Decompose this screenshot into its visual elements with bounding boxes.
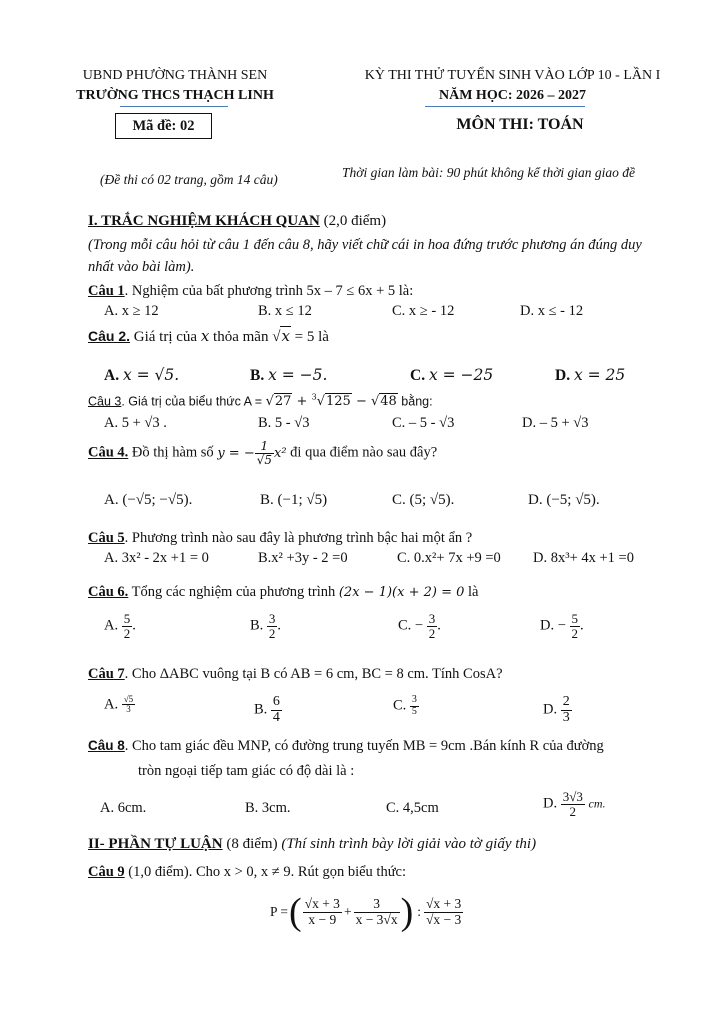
q4-text1: Đồ thị hàm số <box>128 444 218 461</box>
q1-label: Câu 1 <box>88 283 125 299</box>
q5-option-d: D. 8x³+ 4x +1 =0 <box>533 550 634 566</box>
q3-option-d: D. – 5 + √3 <box>522 415 589 431</box>
q6-option-c-label: C. − <box>398 617 424 634</box>
section2-heading <box>88 836 536 853</box>
q4-fraction-den: √5 <box>256 452 272 467</box>
q8-option-d-fraction <box>561 790 585 818</box>
q6-option-c-den: 2 <box>428 625 436 641</box>
q9-fraction1 <box>303 897 342 926</box>
q7-option-a-den: 3 <box>126 704 131 715</box>
header-left-underline <box>120 106 228 107</box>
q7-option-c-label: C. <box>393 697 407 714</box>
q6-option-c-num: 3 <box>428 611 436 626</box>
exam-code-box <box>115 113 212 139</box>
q7-option-c-fraction <box>410 695 419 717</box>
section1-heading <box>88 213 386 230</box>
q4-fraction-num: 1 <box>255 440 274 454</box>
q8-label: Câu 8 <box>88 738 125 753</box>
q6-option-d-den: 2 <box>571 625 579 641</box>
q3-label: Câu 3 <box>88 394 122 409</box>
q4-options <box>0 492 725 514</box>
q3-option-c: C. – 5 - √3 <box>392 415 455 431</box>
q9-fraction1-num: √x + 3 <box>304 896 340 912</box>
q4-label: Câu 4. <box>88 444 129 461</box>
q7-option-c-den: 5 <box>411 705 417 717</box>
q2-option-a <box>104 366 179 385</box>
q6-option-c-fraction <box>427 612 438 640</box>
q6-option-d-fraction <box>570 612 581 640</box>
q4-y-eq: y = − <box>217 445 255 461</box>
q7-option-a-fraction <box>122 695 135 715</box>
q1-options <box>0 303 725 325</box>
q2-sqrt-sign: √ <box>272 329 281 345</box>
q6-option-d-num: 5 <box>571 611 579 626</box>
q3-options <box>0 415 725 437</box>
q3-sqrt3-sign: √ <box>370 394 380 410</box>
q6-label: Câu 6. <box>88 584 129 600</box>
section2-points: (8 điểm) <box>222 836 282 852</box>
time-note: Thời gian làm bài: 90 phút không kể thời gian giao đề <box>342 165 636 180</box>
q2-option-a-value: x = √5. <box>122 366 180 384</box>
q4-option-b: B. (−1; √5) <box>260 492 328 508</box>
q4-option-d: D. (−5; √5). <box>528 492 600 508</box>
q6-option-a-label: A. <box>104 617 119 634</box>
q8-option-b: B. 3cm. <box>245 800 291 816</box>
q2-text2: thỏa mãn <box>209 329 273 345</box>
q2-option-b-label: B. <box>250 367 265 384</box>
q1-stem <box>88 283 413 300</box>
q7-option-b-fraction <box>271 695 282 725</box>
q6-option-a-den: 2 <box>123 625 131 641</box>
q7-option-d-num: 2 <box>562 694 570 709</box>
q5-options <box>0 550 725 572</box>
q3-expression <box>266 394 398 409</box>
q9-fraction2-den: x − 3√x <box>355 911 398 927</box>
q3-end: bằng: <box>397 394 433 409</box>
q7-option-a <box>104 695 135 715</box>
q3-minus: − <box>351 394 371 410</box>
q7-option-d-den: 3 <box>562 709 570 725</box>
q9-fraction1-den: x − 9 <box>308 911 337 927</box>
header-right-line2: NĂM HỌC: 2026 – 2027 <box>439 88 586 103</box>
q7-stem <box>88 666 503 683</box>
q7-option-d-label: D. <box>543 701 558 718</box>
q8-stem <box>88 738 604 755</box>
q2-option-a-label: A. <box>104 367 120 384</box>
q8-option-d-num: 3√3 <box>562 789 583 804</box>
q6-equation: (2x − 1)(x + 2) = 0 <box>338 585 465 600</box>
q6-option-b: B. $\frac{3}{2}$ . <box>250 611 282 641</box>
q4-fraction <box>255 440 274 466</box>
q3-sqrt2-sign: √ <box>316 394 325 410</box>
section1-points: (2,0 điểm) <box>319 213 387 229</box>
q1-option-c: C. x ≥ - 12 <box>392 303 455 319</box>
q8-option-d-label: D. <box>543 795 558 812</box>
q2-option-d <box>555 366 625 385</box>
q2-option-c-label: C. <box>410 367 426 384</box>
q3-cube-index: 3 <box>311 393 317 402</box>
q7-option-b-den: 4 <box>272 709 280 725</box>
q3-radicand1: 27 <box>274 394 292 410</box>
q2-option-d-value: x = 25 <box>573 366 626 384</box>
q9-expression <box>270 888 463 936</box>
section1-instruction: (Trong mỗi câu hỏi từ câu 1 đến câu 8, hãy viết chữ cái in hoa đứng trước phương án đúng duy nhất vào bài làm). <box>88 237 642 275</box>
q2-text1: Giá trị của <box>130 329 201 345</box>
q7-label: Câu 7 <box>88 666 125 682</box>
q6-option-a-num: 5 <box>123 611 131 626</box>
q2-option-c-value: x = −25 <box>428 366 494 384</box>
q2-option-c <box>410 366 493 385</box>
q6-option-a: A. $\frac{5}{2}$ . <box>104 611 136 641</box>
q6-option-b-num: 3 <box>268 611 276 626</box>
q2-sqrt-body: x <box>281 327 290 345</box>
q9-p: P = <box>270 904 288 919</box>
q5-stem <box>88 530 472 547</box>
q3-sqrt1-sign: √ <box>265 394 274 410</box>
q9-fraction3-den: √x − 3 <box>426 911 462 927</box>
q6-option-c: C. − $\frac{3}{2}$ . <box>398 611 441 641</box>
q6-option-d: D. − $\frac{5}{2}$ . <box>540 611 584 641</box>
q9-colon: : <box>417 904 422 919</box>
q7-option-a-num: √5 <box>123 694 134 704</box>
q4-function <box>217 439 287 467</box>
q7-options <box>0 695 725 735</box>
q7-option-b <box>254 695 282 725</box>
header-left-line2: TRƯỜNG THCS THẠCH LINH <box>76 88 274 103</box>
q3-radicand3: 48 <box>380 394 397 410</box>
q8-options <box>0 790 725 830</box>
q7-option-c-num: 3 <box>411 694 417 705</box>
q7-text: . Cho ΔABC vuông tại B có AB = 6 cm, BC = 8 cm. Tính CosA? <box>124 666 503 682</box>
q8-option-c: C. 4,5cm <box>386 800 439 816</box>
q2-option-b <box>250 366 327 385</box>
q9-fraction2 <box>354 897 400 926</box>
q9-stem <box>88 864 406 881</box>
header-right-underline <box>425 106 585 107</box>
section1-title: I. TRẮC NGHIỆM KHÁCH QUAN <box>88 213 320 229</box>
q4-stem <box>88 440 437 480</box>
q6-options <box>0 612 725 652</box>
q4-x2: x² <box>274 445 287 461</box>
q3-plus: + <box>292 394 312 410</box>
q9-fraction2-num: 3 <box>354 897 400 912</box>
q4-option-c: C. (5; √5). <box>392 492 455 508</box>
q6-option-a-fraction <box>122 612 133 640</box>
section2-note: (Thí sinh trình bày lời giải vào tờ giấy thi) <box>281 836 537 852</box>
q4-option-a: A. (−√5; −√5). <box>104 492 193 508</box>
q2-var: x <box>200 327 210 345</box>
q7-option-d <box>543 695 572 725</box>
q3-option-a: A. 5 + √3 . <box>104 415 167 431</box>
q7-option-a-label: A. <box>104 696 119 713</box>
q1-option-b: B. x ≤ 12 <box>258 303 312 319</box>
q9-right-paren: ) <box>400 891 414 933</box>
q5-option-a: A. 3x² - 2x +1 = 0 <box>104 550 209 566</box>
q8-option-d-unit: cm. <box>588 796 606 811</box>
q4-text2: đi qua điểm nào sau đây? <box>290 444 438 461</box>
q9-fraction3-num: √x + 3 <box>426 896 462 912</box>
q2-text3: = 5 là <box>290 329 329 345</box>
q3-option-b: B. 5 - √3 <box>258 415 310 431</box>
q1-option-a: A. x ≥ 12 <box>104 303 159 319</box>
q9-label: Câu 9 <box>88 864 125 880</box>
q8-stem-line2: tròn ngoại tiếp tam giác có độ dài là : <box>138 763 355 779</box>
subject-title: MÔN THI: TOÁN <box>456 116 584 133</box>
q6-option-d-label: D. − <box>540 617 566 634</box>
pages-note: (Đề thi có 02 trang, gồm 14 câu) <box>100 172 278 187</box>
q9-left-paren: ( <box>289 891 302 933</box>
q3-text: . Giá trị của biểu thức A = <box>121 394 266 409</box>
q2-option-b-value: x = −5. <box>268 366 328 384</box>
q9-text: (1,0 điểm). Cho x > 0, x ≠ 9. Rút gọn biểu thức: <box>124 864 407 880</box>
q6-option-b-fraction <box>267 612 278 640</box>
q9-fraction3 <box>424 897 463 926</box>
q2-stem <box>88 327 329 346</box>
q6-stem <box>88 584 478 601</box>
q3-radicand2: 125 <box>325 394 351 410</box>
q1-option-d: D. x ≤ - 12 <box>520 303 584 319</box>
q7-option-d-fraction <box>561 695 572 725</box>
q5-text: . Phương trình nào sau đây là phương trình bậc hai một ẩn ? <box>124 530 473 546</box>
q3-stem <box>88 393 433 409</box>
exam-code: Mã đề: 02 <box>132 118 195 134</box>
q8-option-a: A. 6cm. <box>100 800 147 816</box>
q2-label: Câu 2. <box>88 328 131 344</box>
q7-option-b-num: 6 <box>272 694 280 709</box>
q9-plus: + <box>343 904 352 919</box>
q8-text1: . Cho tam giác đều MNP, có đường trung tuyến MB = 9cm .Bán kính R của đường <box>124 738 604 754</box>
q8-option-d <box>543 790 606 818</box>
header-left-line1: UBND PHƯỜNG THÀNH SEN <box>82 68 268 83</box>
q5-option-b: B.x² +3y - 2 =0 <box>258 550 348 566</box>
q6-text2: là <box>464 584 479 600</box>
q5-option-c: C. 0.x²+ 7x +9 =0 <box>397 550 501 566</box>
q8-option-d-den: 2 <box>569 803 577 819</box>
q6-option-b-label: B. <box>250 617 264 634</box>
q2-option-d-label: D. <box>555 367 571 384</box>
q5-label: Câu 5 <box>88 530 125 546</box>
header-right-line1: KỲ THI THỬ TUYỂN SINH VÀO LỚP 10 - LẦN I <box>364 68 661 83</box>
q1-text: . Nghiệm của bất phương trình 5x – 7 ≤ 6x + 5 là: <box>124 283 414 299</box>
q7-option-c <box>393 695 419 717</box>
section2-title: II- PHẦN TỰ LUẬN <box>88 836 223 852</box>
q2-options <box>0 366 725 388</box>
q7-option-b-label: B. <box>254 701 268 718</box>
q6-option-b-den: 2 <box>268 625 276 641</box>
q6-text1: Tổng các nghiệm của phương trình <box>128 584 339 600</box>
